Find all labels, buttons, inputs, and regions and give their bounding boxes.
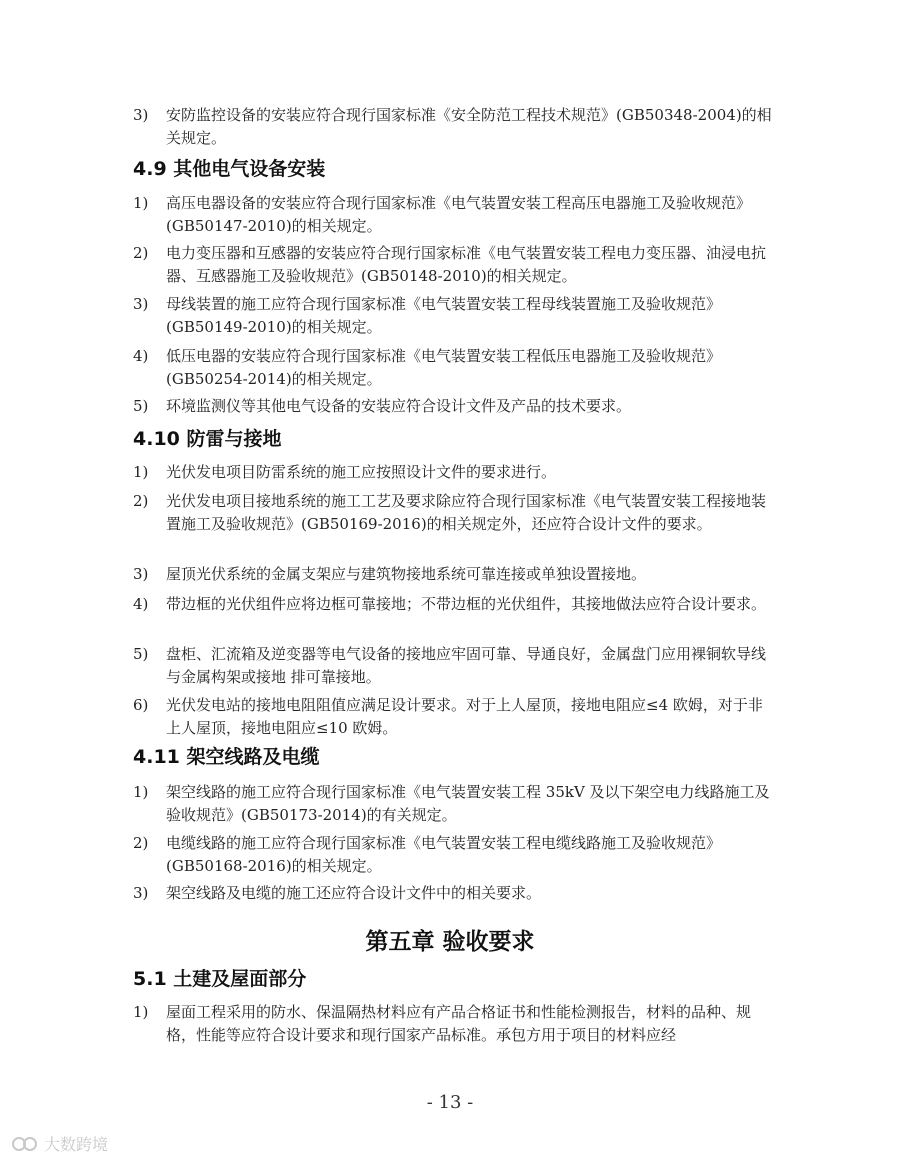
item-number: 1) (133, 1003, 149, 1021)
item-text: 屋顶光伏系统的金属支架应与建筑物接地系统可靠连接或单独设置接地。 (166, 565, 647, 583)
item-number: 3) (133, 295, 149, 313)
item-text: 光伏发电站的接地电阻阻值应满足设计要求。对于上人屋顶，接地电阻应≤4 欧姆，对于非上人屋顶，接地电阻应≤10 欧姆。 (166, 696, 763, 737)
item-number: 2) (133, 244, 149, 262)
item-number: 3) (133, 565, 149, 583)
item-text: 屋面工程采用的防水、保温隔热材料应有产品合格证书和性能检测报告，材料的品种、规格，性能等应符合设计要求和现行国家产品标准。承包方用于项目的材料应经 (166, 1003, 752, 1044)
item-text: 低压电器的安装应符合现行国家标准《电气装置安装工程低压电器施工及验收规范》(GB50254-2014)的相关规定。 (166, 347, 722, 388)
chapter-title: 第五章 验收要求 (365, 929, 535, 955)
item-number: 5) (133, 397, 149, 415)
item-number: 3) (133, 884, 149, 902)
item-text: 安防监控设备的安装应符合现行国家标准《安全防范工程技术规范》(GB50348-2004)的相关规定。 (166, 106, 772, 147)
section-heading-4-10: 4.10 防雷与接地 (133, 428, 282, 450)
item-number: 6) (133, 696, 149, 714)
item-number: 1) (133, 783, 149, 801)
item-number: 5) (133, 645, 149, 663)
item-text: 电缆线路的施工应符合现行国家标准《电气装置安装工程电缆线路施工及验收规范》(GB50168-2016)的相关规定。 (166, 834, 722, 875)
item-text: 高压电器设备的安装应符合现行国家标准《电气装置安装工程高压电器施工及验收规范》(GB50147-2010)的相关规定。 (166, 194, 752, 235)
section-heading-5-1: 5.1 土建及屋面部分 (133, 968, 307, 990)
section-heading-4-9: 4.9 其他电气设备安装 (133, 158, 326, 180)
watermark-text: 大数跨境 (44, 1135, 109, 1154)
item-number: 2) (133, 834, 149, 852)
item-number: 1) (133, 463, 149, 481)
item-number: 2) (133, 492, 149, 510)
item-number: 4) (133, 347, 149, 365)
item-text: 架空线路及电缆的施工还应符合设计文件中的相关要求。 (166, 884, 542, 902)
item-text: 盘柜、汇流箱及逆变器等电气设备的接地应牢固可靠、导通良好，金属盘门应用裸铜软导线与金属构架或接地 排可靠接地。 (166, 645, 767, 686)
item-text: 带边框的光伏组件应将边框可靠接地；不带边框的光伏组件，其接地做法应符合设计要求。 (166, 595, 767, 613)
item-text: 架空线路的施工应符合现行国家标准《电气装置安装工程 35kV 及以下架空电力线路施工及验收规范》(GB50173-2014)的有关规定。 (166, 783, 770, 824)
item-number: 4) (133, 595, 149, 613)
watermark (10, 1132, 108, 1155)
brand-logo-icon (10, 1134, 40, 1154)
section-heading-4-11: 4.11 架空线路及电缆 (133, 746, 320, 768)
item-text: 母线装置的施工应符合现行国家标准《电气装置安装工程母线装置施工及验收规范》(GB50149-2010)的相关规定。 (166, 295, 722, 336)
item-text: 光伏发电项目防雷系统的施工应按照设计文件的要求进行。 (166, 463, 557, 481)
item-text: 环境监测仪等其他电气设备的安装应符合设计文件及产品的技术要求。 (166, 397, 632, 415)
page-number: - 13 - (426, 1092, 474, 1113)
item-text: 光伏发电项目接地系统的施工工艺及要求除应符合现行国家标准《电气装置安装工程接地装置施工及验收规范》(GB50169-2016)的相关规定外，还应符合设计文件的要求。 (166, 492, 767, 533)
item-number: 1) (133, 194, 149, 212)
item-number: 3) (133, 106, 149, 124)
item-text: 电力变压器和互感器的安装应符合现行国家标准《电气装置安装工程电力变压器、油浸电抗器、互感器施工及验收规范》(GB50148-2010)的相关规定。 (166, 244, 767, 285)
